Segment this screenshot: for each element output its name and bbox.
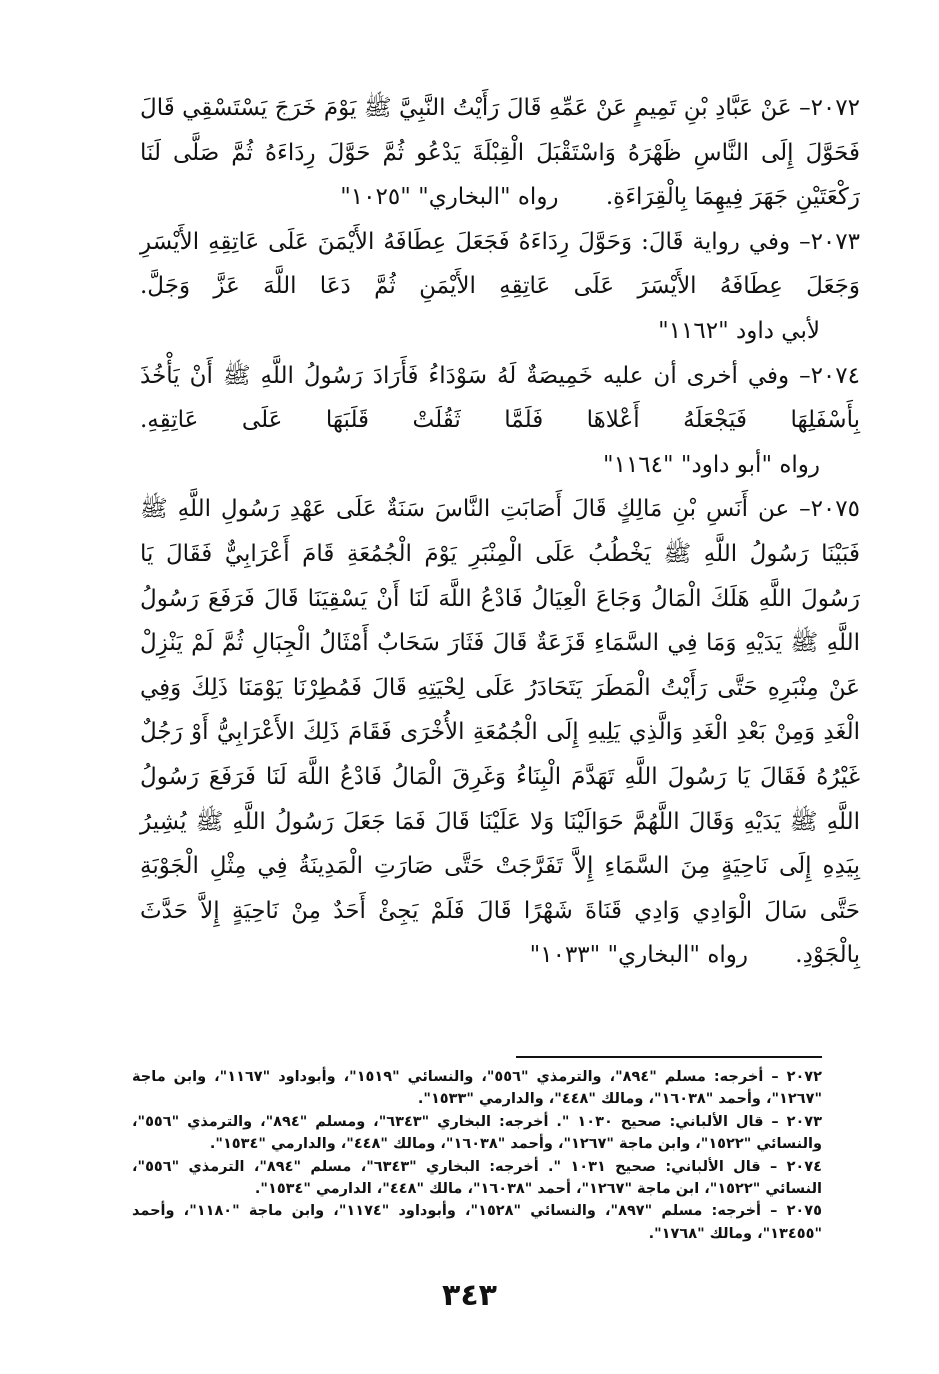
hadith-reference: لأبي داود "١١٦٢" [658,317,820,344]
footnote-2075: ٢٠٧٥ – أخرجه: مسلم "٨٩٧"، والنسائي "١٥٢٨"، وأبوداود "١١٧٤"، وابن ماجة "١١٨٠"، وأحمد "١٣٤٥٥"، ومالك "١٧٦٨". [132,1203,822,1242]
main-text [140,86,860,978]
hadith-text: ٢٠٧٥– عن أَنَسِ بْنِ مَالِكٍ قَالَ أَصَابَتِ النَّاسَ سَنَةٌ عَلَى عَهْدِ رَسُولِ اللَّهِ ﷺ فَبَيْنَا رَسُولُ اللَّهِ ﷺ يَخْطُبُ عَلَى الْمِنْبَرِ يَوْمَ الْجُمُعَةِ قَامَ أَعْرَابِيٌّ فَقَالَ يَا رَسُولَ اللَّهِ هَلَكَ الْمَالُ وَجَاعَ الْعِيَالُ فَادْعُ اللَّهَ لَنَا أَنْ يَسْقِيَنَا قَالَ فَرَفَعَ رَسُولُ اللَّهِ ﷺ يَدَيْهِ وَمَا فِي السَّمَاءِ قَزَعَةٌ قَالَ فَثَارَ سَحَابٌ أَمْثَالُ الْجِبَالِ ثُمَّ لَمْ يَنْزِلْ عَنْ مِنْبَرِهِ حَتَّى رَأَيْتُ الْمَطَرَ يَتَحَادَرُ عَلَى لِحْيَتِهِ قَالَ فَمُطِرْنَا يَوْمَنَا ذَلِكَ وَفِي الْغَدِ وَمِنْ بَعْدِ الْغَدِ وَالَّذِي يَلِيهِ إِلَى الْجُمُعَةِ الأُخْرَى فَقَامَ ذَلِكَ الأَعْرَابِيُّ أَوْ رَجُلٌ غَيْرُهُ فَقَالَ يَا رَسُولَ اللَّهِ تَهَدَّمَ الْبِنَاءُ وَغَرِقَ الْمَالُ فَادْعُ اللَّهَ لَنَا فَرَفَعَ رَسُولُ اللَّهِ ﷺ يَدَيْهِ وَقَالَ اللَّهُمَّ حَوَالَيْنَا وَلا عَلَيْنَا قَالَ فَمَا جَعَلَ رَسُولُ اللَّهِ ﷺ يُشِيرُ بِيَدِهِ إِلَى نَاحِيَةٍ مِنَ السَّمَاءِ إِلاَّ تَفَرَّجَتْ حَتَّى صَارَتِ الْمَدِينَةُ فِي مِثْلِ الْجَوْبَةِ حَتَّى سَالَ الْوَادِي وَادِي قَنَاةَ شَهْرًا قَالَ فَلَمْ يَجِئْ أَحَدٌ مِنْ نَاحِيَةٍ إِلاَّ حَدَّثَ بِالْجَوْدِ. [140,496,860,969]
footnote-2074: ٢٠٧٤ – قال الألباني: صحيح ١٠٣١ ". أخرجه: البخاري "٦٣٤٣"، مسلم "٨٩٤"، الترمذي "٥٥٦"، النسائي "١٥٢٢"، ابن ماجة "١٢٦٧"، أحمد "١٦٠٣٨"، مالك "٤٤٨"، الدارمي "١٥٣٤". [132,1158,822,1198]
hadith-reference: رواه "أبو داود" "١١٦٤" [603,451,820,478]
page-number: ٣٤٣ [442,1278,497,1313]
footnote-2072: ٢٠٧٢ – أخرجه: مسلم "٨٩٤"، والترمذي "٥٥٦"، والنسائي "١٥١٩"، وأبوداود "١١٦٧"، وابن ماجة "١٢٦٧"، وأحمد "١٦٠٣٨"، ومالك "٤٤٨"، والدارمي "١٥٣٣". [132,1069,822,1108]
hadith-reference: رواه "البخاري" "١٠٣٣" [529,942,748,969]
hadith-2074 [140,354,860,488]
hadith-text: ٢٠٧٤– وفي أخرى أن عليه خَمِيصَةٌ لَهُ سَوْدَاءُ فَأَرَادَ رَسُولُ اللَّهِ ﷺ أَنْ يَأْخُذَ بِأَسْفَلِهَا فَيَجْعَلَهُ أَعْلاهَا فَلَمَّا ثَقُلَتْ قَلَبَهَا عَلَى عَاتِقِهِ. [140,362,860,434]
footnote-divider [516,1056,822,1058]
hadith-2072 [140,86,860,220]
hadith-2075 [140,487,860,978]
footnote-2073: ٢٠٧٣ – قال الألباني: صحيح ١٠٣٠ ". أخرجه: البخاري "٦٣٤٣"، ومسلم "٨٩٤"، والترمذي "٥٥٦"، والنسائي "١٥٢٢"، وابن ماجة "١٢٦٧"، وأحمد "١٦٠٣٨"، ومالك "٤٤٨"، والدارمي "١٥٣٤". [132,1113,822,1153]
hadith-text: ٢٠٧٣– وفي رواية قَالَ: وَحَوَّلَ رِدَاءَهُ فَجَعَلَ عِطَافَهُ الأَيْمَنَ عَلَى عَاتِقِهِ الأَيْسَرِ وَجَعَلَ عِطَافَهُ الأَيْسَرَ عَلَى عَاتِقِهِ الأَيْمَنِ ثُمَّ دَعَا اللَّهَ عَزَّ وَجَلَّ. [140,228,860,300]
hadith-reference: رواه "البخاري" "١٠٢٥" [340,184,559,211]
footnotes [132,1066,822,1245]
hadith-text: ٢٠٧٢– عَنْ عَبَّادِ بْنِ تَمِيمٍ عَنْ عَمِّهِ قَالَ رَأَيْتُ النَّبِيَّ ﷺ يَوْمَ خَرَجَ يَسْتَسْقِي قَالَ فَحَوَّلَ إِلَى النَّاسِ ظَهْرَهُ وَاسْتَقْبَلَ الْقِبْلَةَ يَدْعُو ثُمَّ حَوَّلَ رِدَاءَهُ ثُمَّ صَلَّى لَنَا رَكْعَتَيْنِ جَهَرَ فِيهِمَا بِالْقِرَاءَةِ. [140,95,860,211]
hadith-2073 [140,220,860,354]
